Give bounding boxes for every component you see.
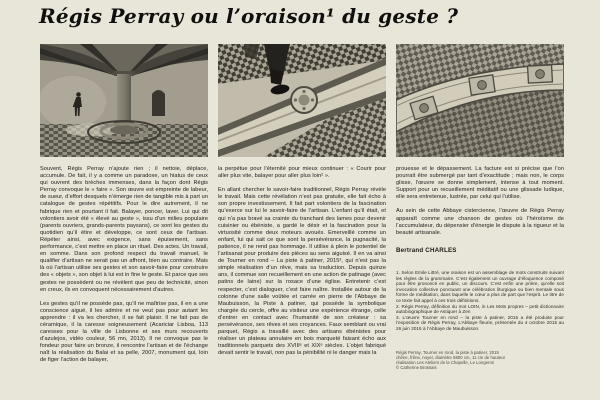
caption-line-credit: © Catherine Brossais <box>396 365 437 371</box>
paragraph: En allant chercher le savoir-faire traditionnel, Régis Perray révèle le travail. Mais cette révélation n’est pas gratuite, elle fait écho à son propre investissement. Il fait part volontiers de la fascination qu’exerce sur lui le savoir-faire de l’artisan. L’enfant qu’il était, et qui n’a pas bravé sa crainte du tranchant des lames pour devenir cuisinier ou ébéniste, a gardé le désir et la fascination pour la virtuosité comme deux moteurs avoués. Emerveillé comme un enfant, lui qui sait ce que sont la persévérance, la pugnacité, la patience, il ne rend pas hommage. Il utilise à plein le potentiel de l’artisanat pour produire des pièces au sens aiguisé. Il en va ainsi de Tourner en rond – La piste à patiner, 2015³, qui n’est pas la simple réalisation d’un rêve, mais sa traduction. Depuis quinze ans, il commue son recueillement en une action de patinage (avec patins de laine) sur la rosace d’une église. Entretenir c’est respecter, c’est dialoguer, c’est faire naître. Installée autour de la colonne d’une salle voûtée et carrée en pierre de l’Abbaye de Maubuisson, la Piste à patiner, qui possède la symbolique chargée du cercle, offre au visiteur une expérience étrange, celle d’entrer en contact avec l’humanité de son créateur : sa persévérance, ses rêves et ses croyances. Faux semblant ou vrai parquet, Régis a travaillé avec des artisans ébénistes pour réaliser un plateau annulaire en bois marqueté faisant écho aux traditionnels parquets des XVIIIᵉ et XIXᵉ siècles. L’objet fabriqué devait sentir le travail, non pas la pénibilité ni le danger mais la <box>218 187 386 357</box>
paragraph: prouesse et le dépassement. La facture est si précise que l’on pourrait être submergé par tant d’exactitude ; mais non, le corps glisse, l’œuvre se donne simplement, intense à tout moment. Support pour un recueillement méditatif ou une glissade ludique, elle sera entretenue, lustrée, par celui qui l’utilise. <box>396 166 564 201</box>
walking-feet-photo <box>218 44 386 157</box>
footnote-3: 3. L’œuvre Tourner en rond – la piste à patiner, 2015 a été produite pour l’exposition de Régis Perray, L’Abbaye fleurie, présentée du 4 octobre 2015 au 26 juin 2016 à l’Abbaye de Maubuisson. <box>396 314 564 331</box>
paragraph: Les gestes qu’il ne possède pas, qu’il ne maîtrise pas, il en a une conscience aiguë, il les admire et ne veut pas pour autant les apprendre : il va les chercher, il se fait plaisir. Il ne fait pas de céramique, il la caresse soigneusement (Acariciar Lisboa, 113 caresses pour la ville de Lisbonne et ses murs recouverts d’azulejos, vidéo couleur, 56 mn, 2013). Il ne convoque pas le fondeur pour faire un bronze, il rencontre l’artisan et de l’échange naît la réalisation du Balai et sa pelle, 2007, monument qui, loin de figer l’action de balayer, <box>40 300 208 364</box>
article-body <box>40 166 564 372</box>
artwork-caption <box>396 350 564 370</box>
caption-line-fabrication: réalisation Les Ateliers de la Chapelle, Le Longeron <box>396 360 495 366</box>
article-column-2 <box>218 166 386 372</box>
paragraph: Au sein de cette Abbaye cistercienne, l’œuvre de Régis Perray apparaît comme une chanson de gestes où l’héroïsme de l’accumulateur, du dépensier d’énergie le dispute à la rigueur et la beauté artisanale. <box>396 208 564 236</box>
footnotes-block <box>396 270 564 332</box>
vaulted-crypt-photo <box>40 44 208 157</box>
article-column-3 <box>396 166 564 372</box>
footnote-1: 1. Selon Emile Littré, une oraison est un assemblage de mots construits suivant les règles de la grammaire. C’est également un ouvrage d’éloquence composé pour être prononcé en public, un discours. C’est enfin une prière, qu’elle soit invocation collective ponctuant une célébration liturgique ou bien mentale sous forme de méditation, dans laquelle le cœur a plus de part que l’esprit. Le titre de ce texte fait appel à ces trois définitions. <box>396 269 564 303</box>
paragraph: Souvent, Régis Perray n’ajoute rien ; il nettoie, déplace, accumule. De fait, il y a comme un paradoxe, un hiatus de ceux qui ouvrent des brèches immenses, dans la façon dont Régis Perray convoque le « faire ». Son œuvre est empreinte de labeur, de sueur, d’effort desquels n’émerge rien de tangible mis à part un catalogue de gestes répétitifs. Pour le dire autrement, il ne fabrique rien et pourtant il fait. Balayer, poncer, laver. Lui qui dit volontiers avoir été « élevé au geste », issu d’un milieu populaire (parents ouvriers, grands-parents paysans), ce sont les gestes du quotidien qu’il étire et développe, ce sont ceux de l’artisan. Répéter ainsi, avec exigence, sans épuisement, sans performance, c’est mettre en place un rituel. Des actes. Un travail, en somme. Dans son profond respect du travail manuel, le qualifier d’artisan ne serait pas un affront, bien au contraire. Mais là où l’artisan utilise ses gestes et son savoir-faire pour construire des « objets », son objet à lui est in fine le geste. Et parce que ses gestes ne possèdent ou ne révèlent que peu de technicité, sinon en creux, ils en convoquent nécessairement d’autres. <box>40 166 208 293</box>
caption-line-title: Régis Perray, Tourner en rond, la piste à patiner, 2015 <box>396 350 499 356</box>
author-signature: Bertrand CHARLES <box>396 246 457 254</box>
page-title: Régis Perray ou l’oraison¹ du geste ? <box>39 4 459 28</box>
floor-detail-photo <box>396 44 564 157</box>
caption-line-materials: chêne, frêne, noyer, diamètre 5800 cm, 11 cm de hauteur <box>396 355 506 361</box>
paragraph: la perpétue pour l’éternité pour mieux continuer : « Courir pour aller plus vite, balayer pour aller plus loin² ». <box>218 166 386 180</box>
photo-strip <box>40 44 564 157</box>
article-column-1 <box>40 166 208 372</box>
footnote-2: 2. Régis Perray, définition du mot LOIN, in Les Mots propres – petit dictionnaire autobiographique de Astiquer à Zen <box>396 303 564 315</box>
